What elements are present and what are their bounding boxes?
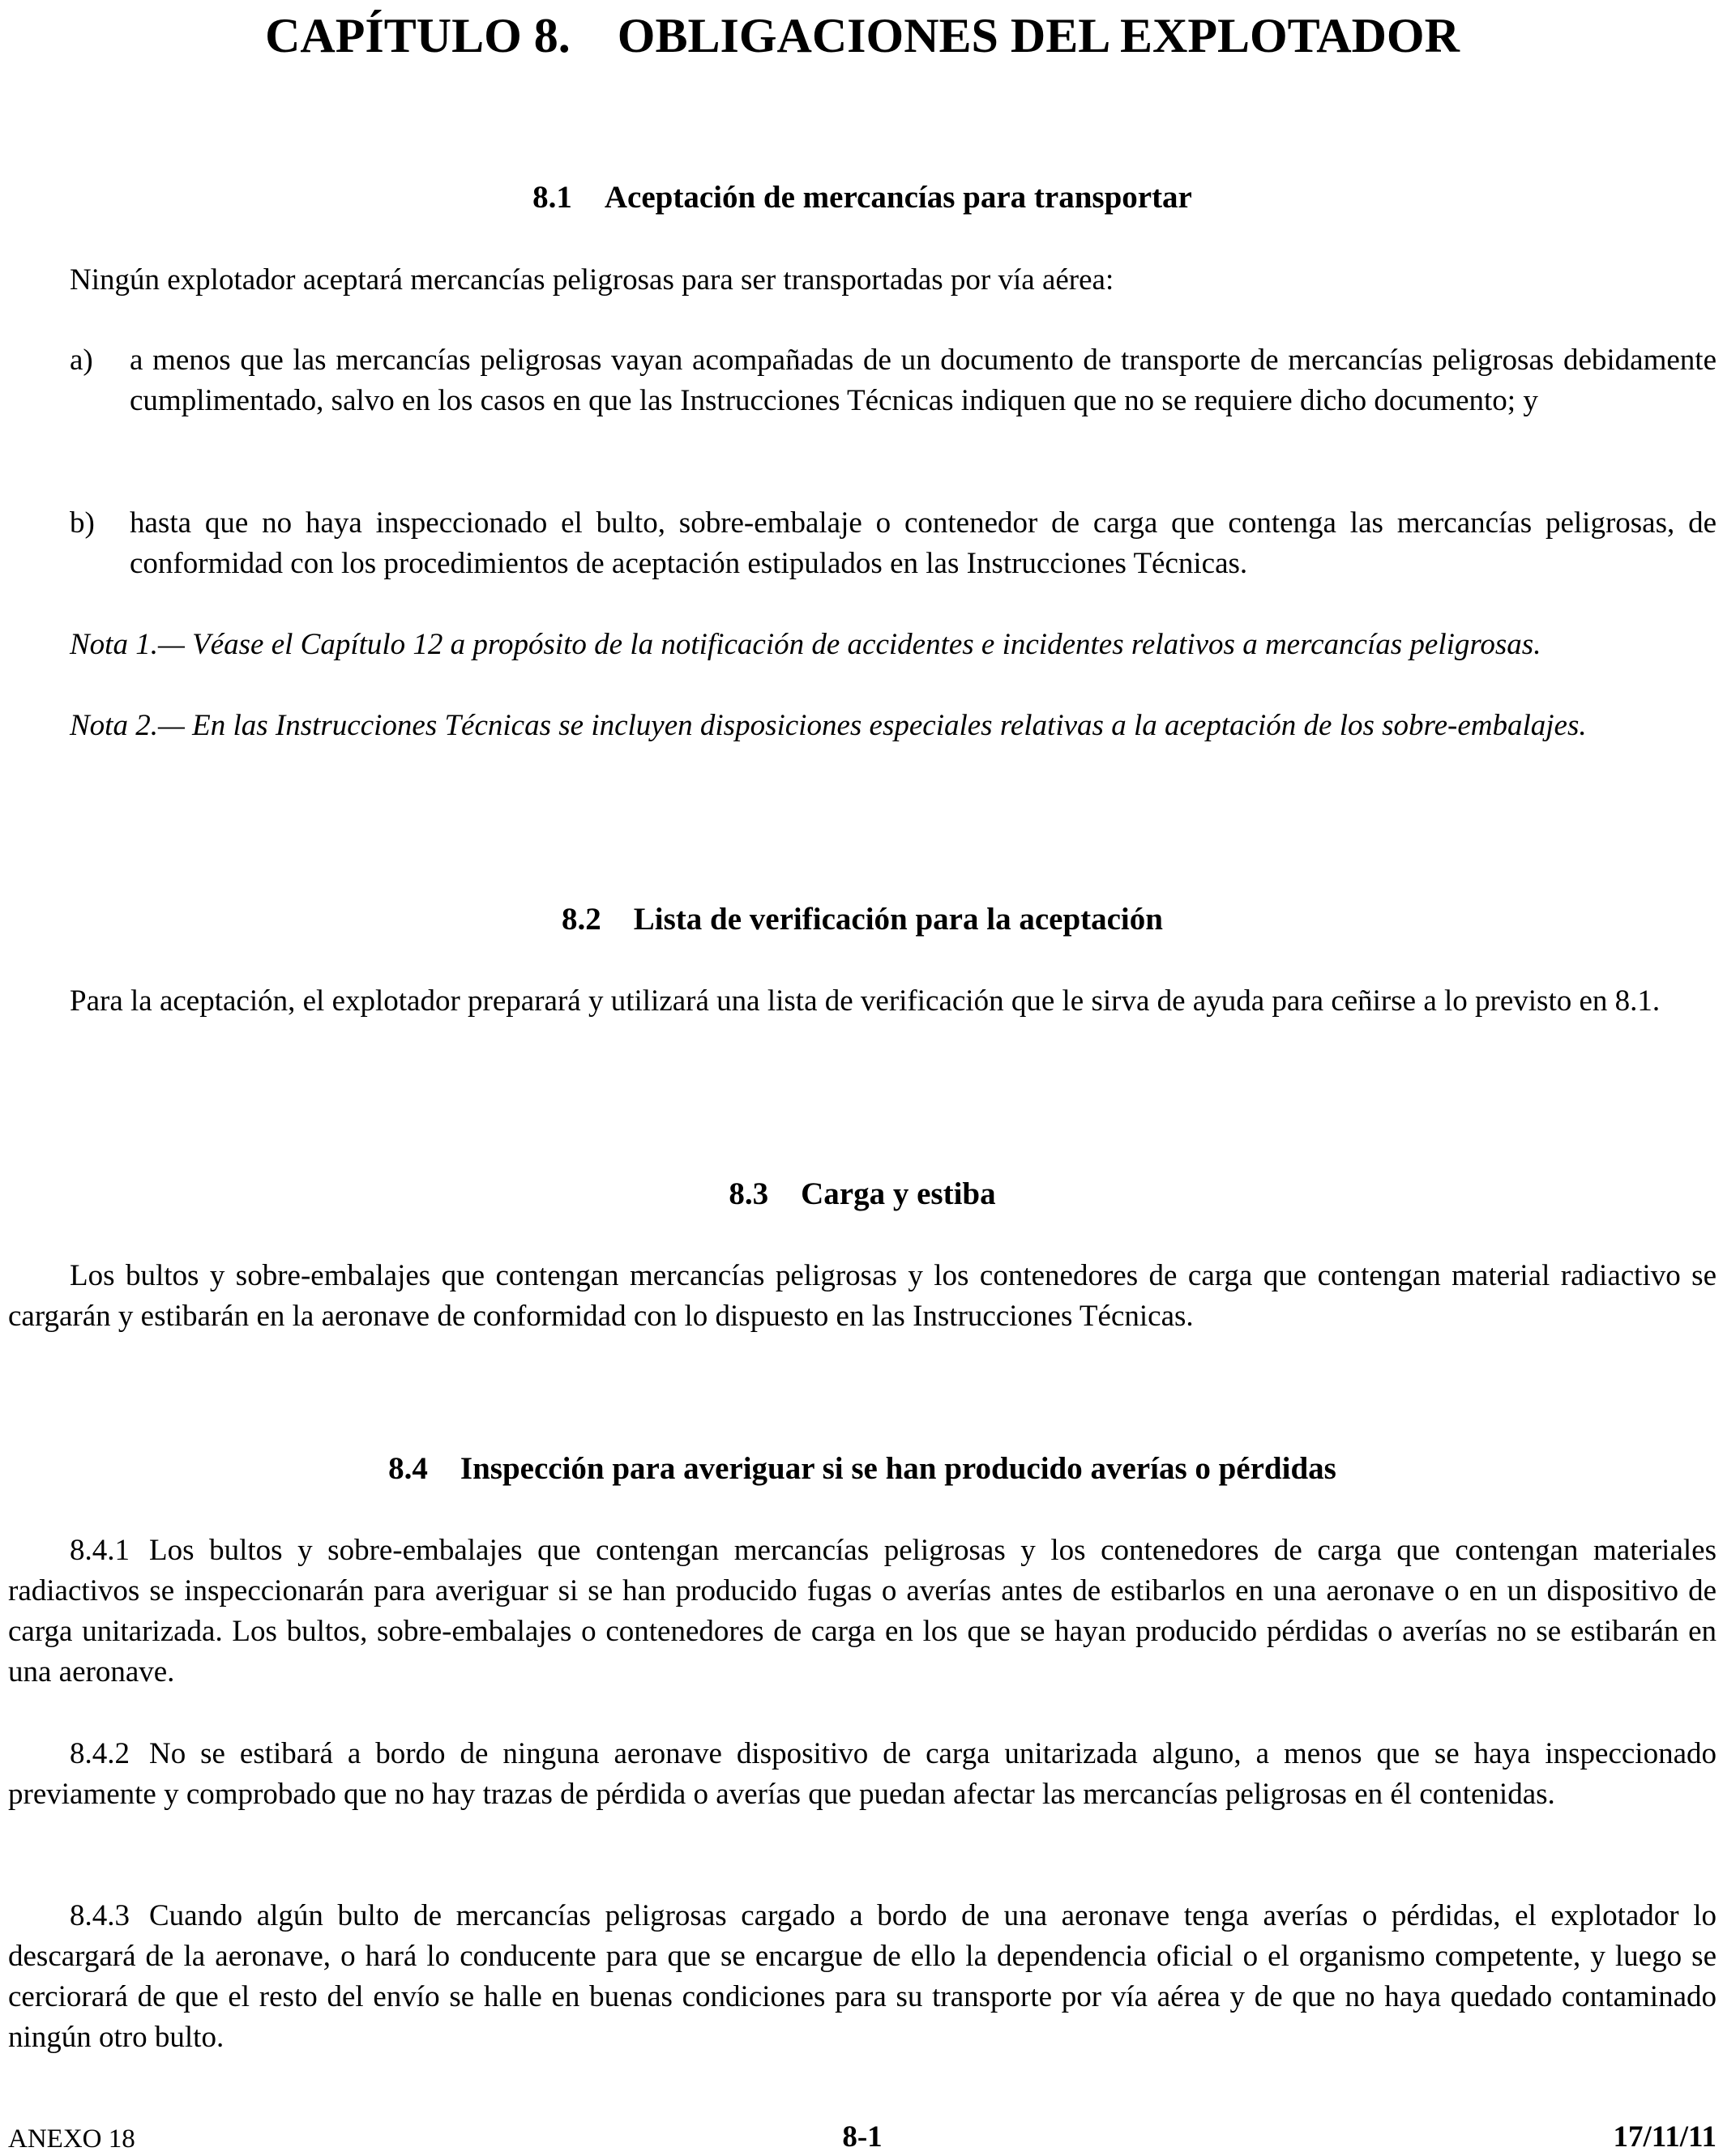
numbered-paragraph-8-4-3	[8, 1896, 1717, 2058]
chapter-title	[8, 2, 1717, 70]
section-number: 8.4	[388, 1451, 428, 1486]
section-heading-8-3	[8, 1174, 1717, 1215]
paragraph-number: 8.4.1	[70, 1534, 130, 1567]
footer-date: 17/11/11	[1613, 2120, 1717, 2154]
section-heading-8-4	[8, 1449, 1717, 1489]
numbered-paragraph-8-4-1	[8, 1531, 1717, 1693]
chapter-number: CAPÍTULO 8.	[265, 9, 571, 62]
note-1: Nota 1.— Véase el Capítulo 12 a propósito de la notificación de accidentes e incidentes relativos a mercancías peligrosas.	[70, 628, 1541, 661]
paragraph-text: Cuando algún bulto de mercancías peligrosas cargado a bordo de una aeronave tenga averías o pérdidas, el explotador lo descargará de la aeronave, o hará lo conducente para que se encargue de ello la dependencia oficial o el organismo competente, y luego se cerciorará de que el resto del envío se halle en buenas condiciones para su transporte por vía aérea y de que no haya quedado contaminado ningún otro bulto.	[8, 1899, 1717, 2054]
list-item-a	[70, 340, 1717, 421]
paragraph-text: No se estibará a bordo de ninguna aeronave dispositivo de carga unitarizada alguno, a menos que se haya inspeccionado previamente y comprobado que no hay trazas de pérdida o averías que puedan afectar las mercancías peligrosas en él contenidas.	[8, 1737, 1717, 1811]
footer-annex-label: ANEXO 18	[8, 2124, 135, 2154]
section-intro-paragraph: Ningún explotador aceptará mercancías peligrosas para ser transportadas por vía aérea:	[70, 263, 1114, 297]
note-2: Nota 2.— En las Instrucciones Técnicas se incluyen disposiciones especiales relativas a la aceptación de los sobre-embalajes.	[70, 709, 1587, 742]
section-number: 8.3	[729, 1176, 769, 1211]
list-marker: a)	[70, 344, 93, 377]
section-paragraph: Para la aceptación, el explotador preparará y utilizará una lista de verificación que le sirva de ayuda para ceñirse a lo previsto en 8.1.	[70, 984, 1661, 1018]
paragraph-number: 8.4.3	[70, 1899, 130, 1932]
page-footer	[8, 2116, 1717, 2155]
numbered-paragraph-8-4-2	[8, 1734, 1717, 1815]
section-number: 8.2	[562, 902, 601, 937]
list-item-text: a menos que las mercancías peligrosas vayan acompañadas de un documento de transporte de mercancías peligrosas debidamente cumplimentado, salvo en los casos en que las Instrucciones Técnicas indiquen que no se requiere dicho documento; y	[130, 344, 1717, 417]
section-title: Lista de verificación para la aceptación	[633, 902, 1163, 937]
section-title: Inspección para averiguar si se han producido averías o pérdidas	[460, 1451, 1336, 1486]
paragraph-text: Los bultos y sobre-embalajes que contengan mercancías peligrosas y los contenedores de carga que contengan materiales radiactivos se inspeccionarán para averiguar si se han producido fugas o averías antes de estibarlos en una aeronave o en un dispositivo de carga unitarizada. Los bultos, sobre-embalajes o contenedores de carga en los que se hayan producido pérdidas o averías no se estibarán en una aeronave.	[8, 1534, 1717, 1689]
section-paragraph: Los bultos y sobre-embalajes que contengan mercancías peligrosas y los contenedores de carga que contengan material radiactivo se cargarán y estibarán en la aeronave de conformidad con lo dispuesto en las Instrucciones Técnicas.	[8, 1259, 1717, 1333]
list-marker: b)	[70, 506, 95, 540]
section-heading-8-2	[8, 899, 1717, 940]
chapter-name: OBLIGACIONES DEL EXPLOTADOR	[617, 9, 1460, 62]
footer-page-number: 8-1	[842, 2120, 883, 2154]
section-title: Aceptación de mercancías para transportar	[604, 180, 1192, 215]
section-title: Carga y estiba	[801, 1176, 996, 1211]
paragraph-number: 8.4.2	[70, 1737, 130, 1770]
list-item-text: hasta que no haya inspeccionado el bulto, sobre-embalaje o contenedor de carga que contenga las mercancías peligrosas, de conformidad con los procedimientos de aceptación estipulados en las Instrucciones Técnicas.	[130, 506, 1717, 580]
list-item-b	[70, 503, 1717, 584]
section-number: 8.1	[532, 180, 572, 215]
section-heading-8-1	[8, 177, 1717, 218]
